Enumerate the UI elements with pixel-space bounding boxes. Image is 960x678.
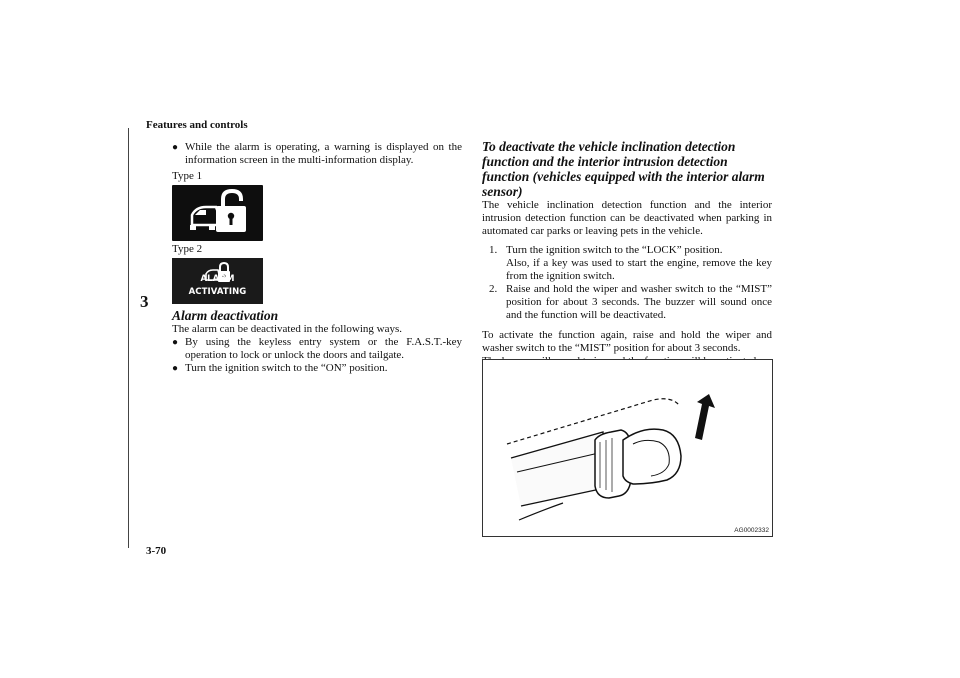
lock-open-car-icon [172,185,263,241]
type1-display [172,185,263,241]
wiper-lever-raise-arrow [483,360,772,536]
type2-display [172,258,263,304]
wiper-lever-figure [482,359,773,537]
deactivation-bullet-2: ● Turn the ignition switch to the “ON” position. [172,362,388,374]
inclination-heading: To deactivate the vehicle inclination detection function and the interior intrusion detection function (vehicles equipped with the interior alarm sensor) [482,139,765,199]
step-number: 2. [489,283,498,295]
type1-label: Type 1 [172,170,203,182]
alarm-activating-text: ALARM ACTIVATING [188,274,247,297]
bullet-icon: ● [172,363,179,374]
deactivation-heading: Alarm deactivation [172,308,279,323]
right-column [482,139,772,368]
margin-rule [128,128,129,548]
chapter-tab: 3 [140,292,149,311]
section-header: Features and controls [146,119,248,131]
bullet-icon: ● [172,142,179,153]
step-2: 2. Raise and hold the wiper and washer switch to the “MIST” position for about 3 seconds. The buzzer will sound once and the function will be deactivated. [489,283,772,321]
step-number: 1. [489,244,498,256]
inclination-intro: The vehicle inclination detection function and the interior intrusion detection function can be deactivated when parking in automated car parks or leaving pets in the vehicle. [482,199,772,237]
left-column [172,141,462,375]
reactivate-text: To activate the function again, raise and hold the wiper and washer switch to the “MIST” position for about 3 seconds. [482,329,772,354]
step-1: 1. Turn the ignition switch to the “LOCK” position. Also, if a key was used to start the engine, remove the key from the ignition switch. [489,244,772,282]
deactivation-bullet-1: ● By using the keyless entry system or the F.A.S.T.-key operation to lock or unlock the doors and tailgate. [172,336,462,361]
intro-bullet: ● While the alarm is operating, a warning is displayed on the information screen in the multi-information display. [172,141,462,166]
figure-code: AG0002332 [734,527,769,534]
bullet-icon: ● [172,337,179,348]
deactivation-intro: The alarm can be deactivated in the following ways. [172,323,402,335]
page-number: 3-70 [146,545,167,557]
type2-label: Type 2 [172,243,203,255]
